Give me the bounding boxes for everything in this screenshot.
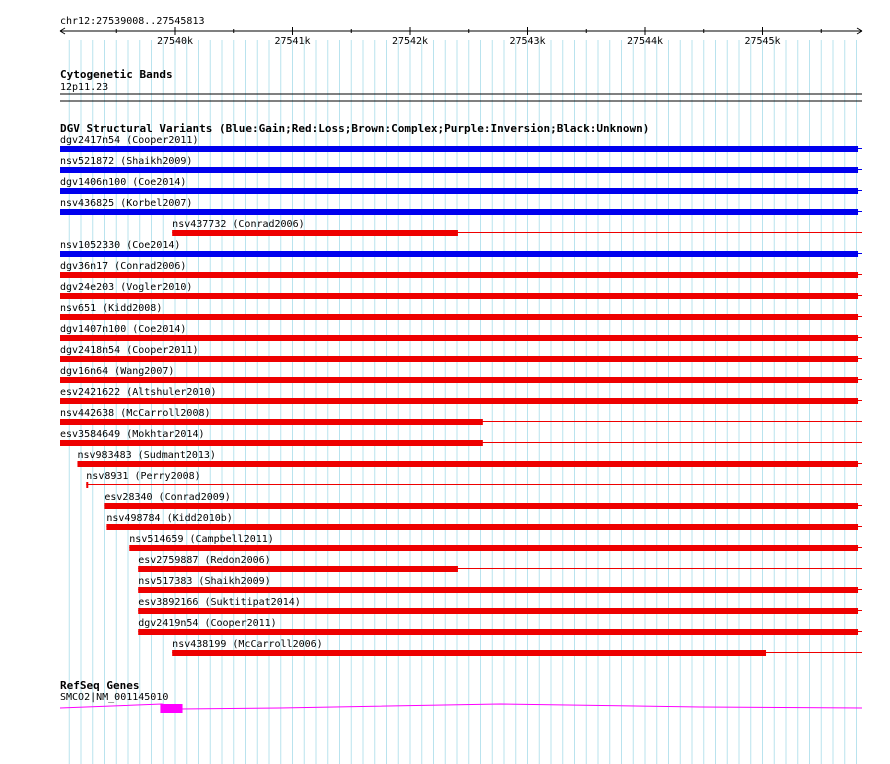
- dgv-feature-label[interactable]: nsv517383 (Shaikh2009): [138, 576, 271, 587]
- dgv-feature-bar[interactable]: [60, 440, 483, 446]
- dgv-feature-bar[interactable]: [60, 314, 858, 320]
- dgv-feature[interactable]: [60, 387, 862, 404]
- dgv-feature-bar[interactable]: [60, 398, 858, 404]
- dgv-feature[interactable]: [60, 261, 862, 278]
- dgv-feature[interactable]: [60, 156, 862, 173]
- dgv-feature-bar[interactable]: [60, 293, 858, 299]
- dgv-feature[interactable]: [60, 177, 862, 194]
- dgv-feature-label[interactable]: dgv1406n100 (Coe2014): [60, 177, 187, 188]
- dgv-feature-label[interactable]: nsv437732 (Conrad2006): [172, 219, 305, 230]
- dgv-feature-label[interactable]: dgv24e203 (Vogler2010): [60, 282, 193, 293]
- dgv-feature-label[interactable]: nsv651 (Kidd2008): [60, 303, 163, 314]
- dgv-feature-label[interactable]: dgv16n64 (Wang2007): [60, 366, 175, 377]
- dgv-feature-bar[interactable]: [106, 524, 858, 530]
- dgv-feature[interactable]: [129, 534, 862, 551]
- gene-exon[interactable]: [160, 704, 182, 713]
- dgv-feature-label[interactable]: dgv36n17 (Conrad2006): [60, 261, 187, 272]
- dgv-feature-bar[interactable]: [77, 461, 858, 467]
- ruler: [60, 16, 862, 47]
- dgv-feature[interactable]: [104, 492, 862, 509]
- dgv-feature[interactable]: [60, 429, 862, 446]
- dgv-feature[interactable]: [138, 618, 862, 635]
- dgv-feature-bar[interactable]: [86, 482, 88, 488]
- dgv-features: [60, 135, 862, 656]
- dgv-feature-label[interactable]: nsv1052330 (Coe2014): [60, 240, 181, 251]
- dgv-feature-label[interactable]: nsv514659 (Campbell2011): [129, 534, 274, 545]
- dgv-feature-label[interactable]: esv28340 (Conrad2009): [104, 492, 231, 503]
- dgv-feature[interactable]: [106, 513, 862, 530]
- ruler-tick-label: 27540k: [156, 36, 194, 47]
- ruler-tick-label: 27542k: [391, 36, 429, 47]
- dgv-feature-bar[interactable]: [60, 188, 858, 194]
- dgv-feature[interactable]: [60, 366, 862, 383]
- dgv-feature[interactable]: [86, 471, 862, 488]
- dgv-feature-label[interactable]: nsv498784 (Kidd2010b): [106, 513, 233, 524]
- dgv-feature[interactable]: [60, 345, 862, 362]
- dgv-feature-label[interactable]: nsv438199 (McCarroll2006): [172, 639, 323, 650]
- dgv-feature-bar[interactable]: [129, 545, 858, 551]
- region-label: chr12:27539008..27545813: [60, 16, 205, 27]
- dgv-feature-bar[interactable]: [60, 377, 858, 383]
- dgv-feature-label[interactable]: esv3584649 (Mokhtar2014): [60, 429, 205, 440]
- dgv-feature[interactable]: [138, 555, 862, 572]
- dgv-feature-label[interactable]: nsv8931 (Perry2008): [86, 471, 201, 482]
- dgv-feature[interactable]: [138, 597, 862, 614]
- cytoband-label: 12p11.23: [60, 82, 109, 93]
- dgv-feature[interactable]: [60, 324, 862, 341]
- dgv-feature-label[interactable]: nsv983483 (Sudmant2013): [77, 450, 216, 461]
- cytoband-track: [60, 68, 862, 101]
- dgv-feature-label[interactable]: nsv521872 (Shaikh2009): [60, 156, 193, 167]
- dgv-feature-bar[interactable]: [138, 566, 458, 572]
- ruler-tick-label: 27544k: [626, 36, 664, 47]
- refseq-track: [60, 679, 862, 713]
- dgv-feature-label[interactable]: esv3892166 (Suktitipat2014): [138, 597, 301, 608]
- dgv-feature[interactable]: [172, 219, 862, 236]
- dgv-feature-bar[interactable]: [60, 419, 483, 425]
- dgv-feature-bar[interactable]: [138, 608, 858, 614]
- dgv-feature-label[interactable]: nsv442638 (McCarroll2008): [60, 408, 211, 419]
- ruler-tick-label: 27545k: [744, 36, 781, 47]
- dgv-feature-bar[interactable]: [60, 209, 858, 215]
- dgv-feature-bar[interactable]: [138, 587, 858, 593]
- dgv-track-title: DGV Structural Variants (Blue:Gain;Red:Loss;Brown:Complex;Purple:Inversion;Black:Unknown): [60, 122, 650, 135]
- ruler-tick-label: 27543k: [509, 36, 546, 47]
- dgv-feature-bar[interactable]: [60, 146, 858, 152]
- dgv-feature[interactable]: [60, 303, 862, 320]
- dgv-feature-bar[interactable]: [60, 335, 858, 341]
- dgv-feature[interactable]: [77, 450, 862, 467]
- dgv-feature-bar[interactable]: [60, 356, 858, 362]
- dgv-feature[interactable]: [60, 240, 862, 257]
- ruler-tick-label: 27541k: [274, 36, 311, 47]
- dgv-feature-bar[interactable]: [104, 503, 858, 509]
- dgv-feature-bar[interactable]: [60, 272, 858, 278]
- dgv-feature-label[interactable]: dgv1407n100 (Coe2014): [60, 324, 187, 335]
- dgv-feature-bar[interactable]: [172, 230, 458, 236]
- dgv-feature[interactable]: [60, 282, 862, 299]
- dgv-feature-label[interactable]: dgv2419n54 (Cooper2011): [138, 618, 277, 629]
- dgv-feature[interactable]: [138, 576, 862, 593]
- dgv-feature-label[interactable]: esv2421622 (Altshuler2010): [60, 387, 217, 398]
- dgv-feature-label[interactable]: esv2759887 (Redon2006): [138, 555, 271, 566]
- dgv-feature-bar[interactable]: [138, 629, 858, 635]
- refseq-gene-label[interactable]: SMCO2|NM_001145010: [60, 692, 169, 703]
- cytoband-track-title: Cytogenetic Bands: [60, 68, 173, 81]
- dgv-feature-label[interactable]: nsv436825 (Korbel2007): [60, 198, 193, 209]
- dgv-feature-bar[interactable]: [172, 650, 766, 656]
- dgv-feature-label[interactable]: dgv2417n54 (Cooper2011): [60, 135, 199, 146]
- dgv-feature-label[interactable]: dgv2418n54 (Cooper2011): [60, 345, 199, 356]
- dgv-feature[interactable]: [60, 198, 862, 215]
- refseq-track-title: RefSeq Genes: [60, 679, 140, 692]
- dgv-track: [60, 122, 862, 656]
- dgv-feature[interactable]: [172, 639, 862, 656]
- dgv-feature-bar[interactable]: [60, 167, 858, 173]
- dgv-feature[interactable]: [60, 135, 862, 152]
- dgv-feature-bar[interactable]: [60, 251, 858, 257]
- dgv-feature[interactable]: [60, 408, 862, 425]
